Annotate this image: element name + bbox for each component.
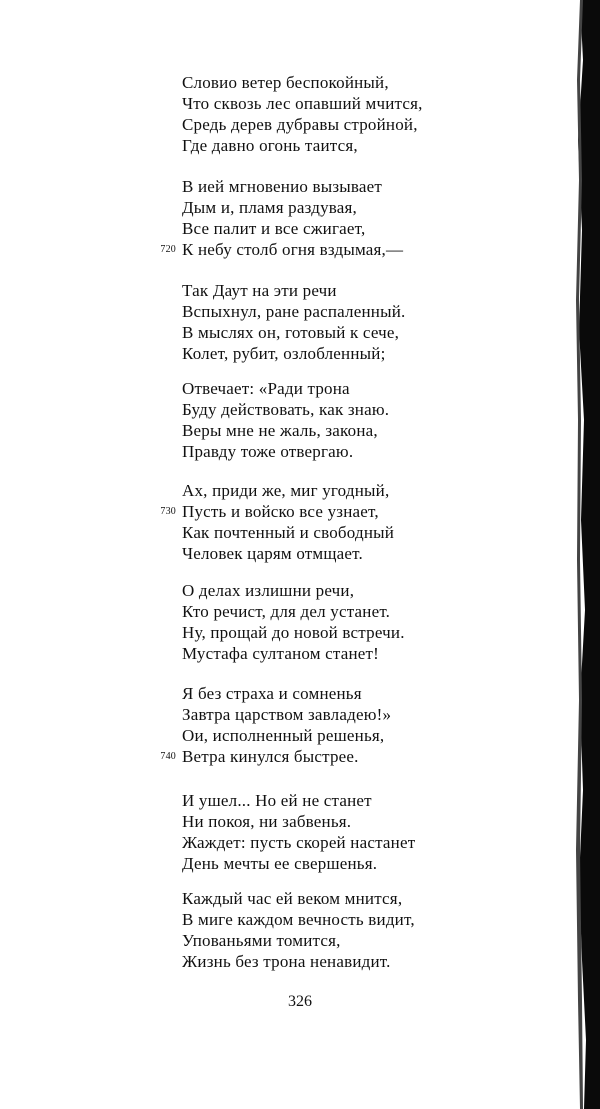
verse-line: Колет, рубит, озлобленный; (182, 344, 386, 363)
verse-line: Дым и, пламя раздувая, (182, 198, 357, 217)
verse-line: Вспыхнул, ране распаленный. (182, 302, 406, 321)
verse-line: В ией мгновенио вызывает (182, 177, 383, 196)
verse-line: Человек царям отмщает. (182, 544, 363, 563)
stanza (182, 888, 562, 972)
verse-line: Жизнь без трона ненавидит. (182, 952, 391, 971)
verse-line: Веры мне не жаль, закона, (182, 421, 378, 440)
verse-line: Правду тоже отвергаю. (182, 442, 354, 461)
scan-edge-shadow (574, 0, 600, 1109)
verse-line: Каждый час ей веком мнится, (182, 889, 403, 908)
page-number: 326 (288, 993, 312, 1010)
verse-line: Ни покоя, ни забвенья. (182, 812, 352, 831)
line-number: 740 (160, 751, 176, 762)
verse-line: Ах, приди же, миг угодный, (182, 481, 390, 500)
stanza (182, 378, 562, 462)
stanza (182, 580, 562, 664)
verse-line: Так Даут на эти речи (182, 281, 337, 300)
verse-line: Средь дерев дубравы стройной, (182, 115, 418, 134)
line-number: 720 (160, 244, 176, 255)
verse-line: Ои, исполненный решенья, (182, 726, 385, 745)
verse-line: Как почтенный и свободный (182, 523, 395, 542)
verse-line: В миге каждом вечность видит, (182, 910, 415, 929)
verse-line: Пусть и войско все узнает, 730 (182, 501, 562, 522)
verse-line: К небу столб огня вздымая,— 720 (182, 239, 562, 260)
line-number: 730 (160, 506, 176, 517)
verse-line: В мыслях он, готовый к сече, (182, 323, 400, 342)
stanza (182, 72, 562, 156)
stanza (182, 790, 562, 874)
verse-line: Завтра царством завладею!» (182, 705, 392, 724)
verse-line: Что сквозь лес опавший мчится, (182, 94, 423, 113)
stanza (160, 683, 562, 767)
verse-line: О делах излишни речи, (182, 581, 355, 600)
verse-line: И ушел... Но ей не станет (182, 791, 372, 810)
verse-line: Буду действовать, как знаю. (182, 400, 390, 419)
verse-line: Мустафа султаном станет! (182, 644, 380, 663)
verse-line: Кто речист, для дел устанет. (182, 602, 391, 621)
verse-line: Отвечает: «Ради трона (182, 379, 350, 398)
verse-line: Словио ветер беспокойный, (182, 73, 389, 92)
verse-line: Упованьями томится, (182, 931, 341, 950)
verse-line: Где давно огонь таится, (182, 136, 358, 155)
verse-line: Ветра кинулся быстрее. 740 (182, 746, 562, 767)
stanza (182, 280, 562, 364)
stanza (160, 176, 562, 260)
verse-line: Ну, прощай до новой встречи. (182, 623, 405, 642)
verse-line: Я без страха и сомненья (182, 684, 362, 703)
stanza (160, 480, 562, 564)
verse-line: День мечты ее свершенья. (182, 854, 378, 873)
verse-line: Все палит и все сжигает, (182, 219, 366, 238)
verse-line: Жаждет: пусть скорей настанет (182, 833, 416, 852)
